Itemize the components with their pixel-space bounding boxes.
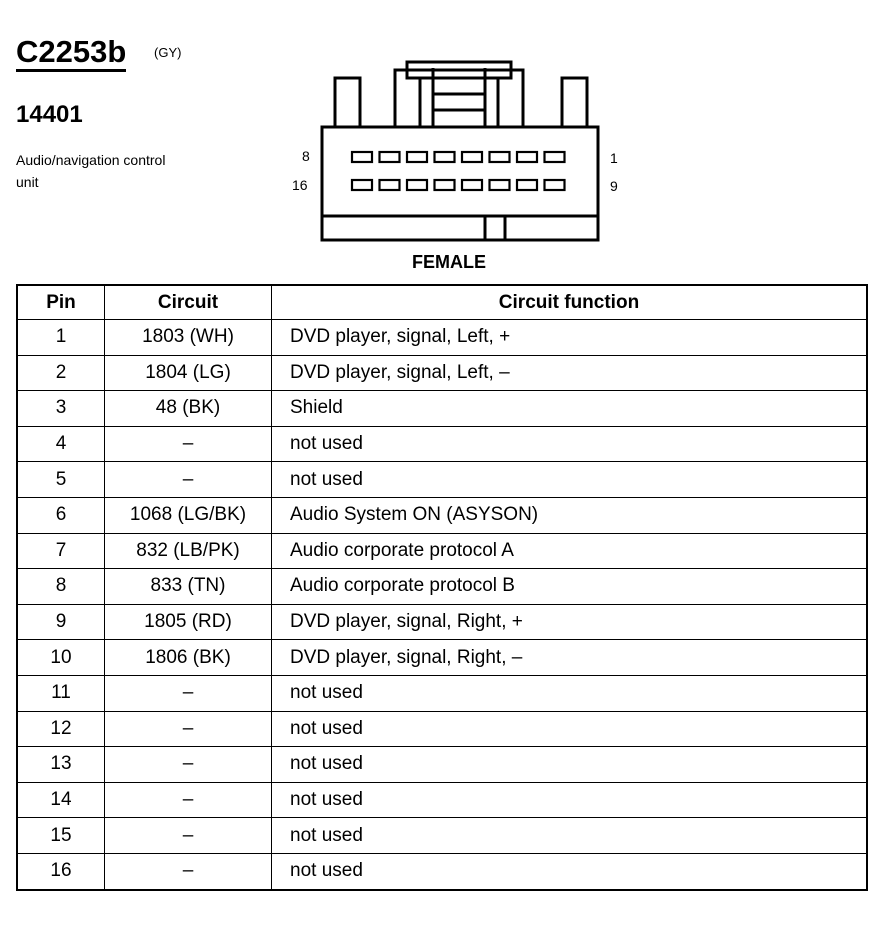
pin-cavity xyxy=(352,180,372,190)
circuit-cell: – xyxy=(105,426,272,462)
function-cell: not used xyxy=(272,853,868,889)
circuit-cell: – xyxy=(105,747,272,783)
pin-cell: 1 xyxy=(17,320,105,356)
pin-cavity xyxy=(435,180,455,190)
function-cell: not used xyxy=(272,462,868,498)
table-row xyxy=(17,462,867,498)
pin-cavity xyxy=(517,180,537,190)
pin-cavity xyxy=(435,152,455,162)
part-number: 14401 xyxy=(16,101,83,128)
connector-outline-icon xyxy=(300,52,610,247)
pin-cavity xyxy=(517,152,537,162)
table-row xyxy=(17,426,867,462)
pin-cell: 10 xyxy=(17,640,105,676)
function-cell: Audio corporate protocol A xyxy=(272,533,868,569)
header-circuit: Circuit xyxy=(105,285,272,320)
table-row xyxy=(17,747,867,783)
table-row xyxy=(17,711,867,747)
pin-cell: 9 xyxy=(17,604,105,640)
pin-label-16: 16 xyxy=(292,177,308,193)
function-cell: not used xyxy=(272,782,868,818)
circuit-cell: 832 (LB/PK) xyxy=(105,533,272,569)
pin-label-1: 1 xyxy=(610,150,618,166)
circuit-cell: – xyxy=(105,853,272,889)
pin-cavity xyxy=(380,180,400,190)
circuit-cell: – xyxy=(105,675,272,711)
pin-label-9: 9 xyxy=(610,178,618,194)
pin-cell: 4 xyxy=(17,426,105,462)
table-row xyxy=(17,604,867,640)
function-cell: DVD player, signal, Right, + xyxy=(272,604,868,640)
color-code: (GY) xyxy=(154,45,182,60)
pin-cell: 7 xyxy=(17,533,105,569)
circuit-cell: 1803 (WH) xyxy=(105,320,272,356)
connector-gender-label: FEMALE xyxy=(412,252,486,272)
circuit-cell: – xyxy=(105,711,272,747)
pin-cell: 15 xyxy=(17,818,105,854)
circuit-cell: 1805 (RD) xyxy=(105,604,272,640)
circuit-cell: 833 (TN) xyxy=(105,569,272,605)
pin-cavity xyxy=(490,152,510,162)
circuit-cell: 1806 (BK) xyxy=(105,640,272,676)
function-cell: not used xyxy=(272,711,868,747)
pin-label-8: 8 xyxy=(302,148,310,164)
function-cell: DVD player, signal, Left, – xyxy=(272,355,868,391)
pin-cell: 6 xyxy=(17,497,105,533)
pin-cavity xyxy=(380,152,400,162)
table-row xyxy=(17,320,867,356)
connector-face-diagram xyxy=(292,52,618,252)
header-function: Circuit function xyxy=(272,285,868,320)
pin-cell: 12 xyxy=(17,711,105,747)
table-row xyxy=(17,853,867,889)
function-cell: not used xyxy=(272,426,868,462)
pin-cell: 13 xyxy=(17,747,105,783)
pin-cavity xyxy=(352,152,372,162)
pin-cell: 5 xyxy=(17,462,105,498)
table-row xyxy=(17,782,867,818)
pin-cavity xyxy=(407,152,427,162)
table-row xyxy=(17,533,867,569)
pin-cell: 2 xyxy=(17,355,105,391)
function-cell: Shield xyxy=(272,391,868,427)
table-row xyxy=(17,640,867,676)
pinout-table xyxy=(16,284,868,891)
circuit-cell: 1804 (LG) xyxy=(105,355,272,391)
function-cell: not used xyxy=(272,818,868,854)
pin-cell: 3 xyxy=(17,391,105,427)
pin-cell: 11 xyxy=(17,675,105,711)
table-row xyxy=(17,675,867,711)
function-cell: not used xyxy=(272,747,868,783)
table-row xyxy=(17,818,867,854)
function-cell: DVD player, signal, Left, + xyxy=(272,320,868,356)
function-cell: not used xyxy=(272,675,868,711)
connector-id: C2253b xyxy=(16,36,126,72)
pin-cavity xyxy=(407,180,427,190)
table-row xyxy=(17,569,867,605)
function-cell: Audio corporate protocol B xyxy=(272,569,868,605)
function-cell: Audio System ON (ASYSON) xyxy=(272,497,868,533)
pin-cavity xyxy=(462,152,482,162)
pin-cavity xyxy=(462,180,482,190)
circuit-cell: – xyxy=(105,818,272,854)
table-row xyxy=(17,355,867,391)
pin-cavity xyxy=(545,180,565,190)
circuit-cell: 1068 (LG/BK) xyxy=(105,497,272,533)
table-header-row xyxy=(17,285,867,320)
table-row xyxy=(17,391,867,427)
circuit-cell: – xyxy=(105,782,272,818)
table-row xyxy=(17,497,867,533)
pin-cavity xyxy=(545,152,565,162)
component-description: Audio/navigation control unit xyxy=(16,152,166,190)
circuit-cell: – xyxy=(105,462,272,498)
circuit-cell: 48 (BK) xyxy=(105,391,272,427)
pin-cavity xyxy=(490,180,510,190)
pin-cell: 16 xyxy=(17,853,105,889)
pin-cell: 8 xyxy=(17,569,105,605)
header-pin: Pin xyxy=(17,285,105,320)
pin-cell: 14 xyxy=(17,782,105,818)
function-cell: DVD player, signal, Right, – xyxy=(272,640,868,676)
